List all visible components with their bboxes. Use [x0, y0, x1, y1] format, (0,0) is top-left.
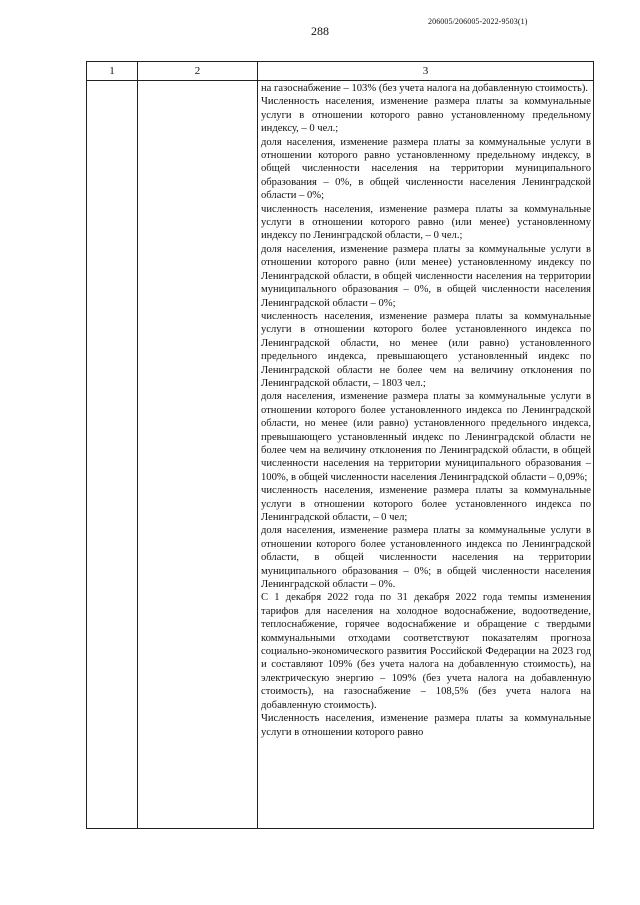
paragraph: доля населения, изменение размера платы за коммунальные услуги в отношении которого равно установленному предельному индексу, в общей численности населения на территории муниципального образования – 0%, в общей численности населения Ленинградской области – 0%;: [261, 136, 591, 202]
paragraph: доля населения, изменение размера платы за коммунальные услуги в отношении которого более установленного индекса по Ленинградской области, но менее (или равно) установленного предельного индекса, превышающего установленный индекс по Ленинградской области не более чем на величину отклонения по Ленинградской области, в общей численности населения на территории муниципального образования – 100%, в общей численности населения Ленинградской области – 0,09%;: [261, 391, 591, 483]
document-table: [86, 61, 594, 829]
paragraph: доля населения, изменение размера платы за коммунальные услуги в отношении которого равно (или менее) установленному индексу по Ленинградской области, в общей численности населения на территории муниципального образования – 0%, в общей численности населения Ленинградской области – 0%;: [261, 243, 591, 309]
paragraph: численность населения, изменение размера платы за коммунальные услуги в отношении которого равно (или менее) установленному индексу по Ленинградской области, – 0 чел.;: [261, 203, 591, 242]
paragraph: на газоснабжение – 103% (без учета налога на добавленную стоимость).: [261, 83, 589, 94]
paragraph: доля населения, изменение размера платы за коммунальные услуги в отношении которого более установленного индекса по Ленинградской области, в общей численности населения на территории муниципального образования – 0%; в общей численности населения Ленинградской области – 0%.: [261, 525, 591, 591]
paragraph: численность населения, изменение размера платы за коммунальные услуги в отношении которого более установленного индекса по Ленинградской области, но менее (или равно) установленного предельного индекса, превышающего установленный индекс по Ленинградской области не более чем на величину отклонения по Ленинградской области, – 1803 чел.;: [261, 310, 591, 389]
column-divider: [137, 62, 138, 828]
column-header-1: 1: [109, 65, 115, 77]
paragraph: С 1 декабря 2022 года по 31 декабря 2022 года темпы изменения тарифов для населения на холодное водоснабжение, водоотведение, теплоснабжение, горячее водоснабжение и обращение с твердыми коммунальными отходами соответствуют показателям прогноза социально-экономического развития Российской Федерации на 2023 год и составляют 109% (без учета налога на добавленную стоимость), на электрическую энергию – 109% (без учета налога на добавленную стоимость), на газоснабжение – 108,5% (без учета налога на добавленную стоимость).: [261, 592, 591, 711]
column-header-3: 3: [422, 65, 429, 77]
paragraph: численность населения, изменение размера платы за коммунальные услуги в отношении которого более установленного индекса по Ленинградской области, – 0 чел;: [261, 485, 591, 523]
page-number: 288: [311, 24, 329, 38]
column-3-text: [258, 81, 593, 829]
column-header-2: 2: [194, 65, 201, 77]
paragraph: Численность населения, изменение размера платы за коммунальные услуги в отношении которого равно: [261, 713, 591, 738]
document-id: 206005/206005-2022-9503(1): [428, 17, 528, 26]
paragraph: Численность населения, изменение размера платы за коммунальные услуги в отношении которого равно установленному предельному индексу, – 0 чел.;: [261, 96, 591, 135]
